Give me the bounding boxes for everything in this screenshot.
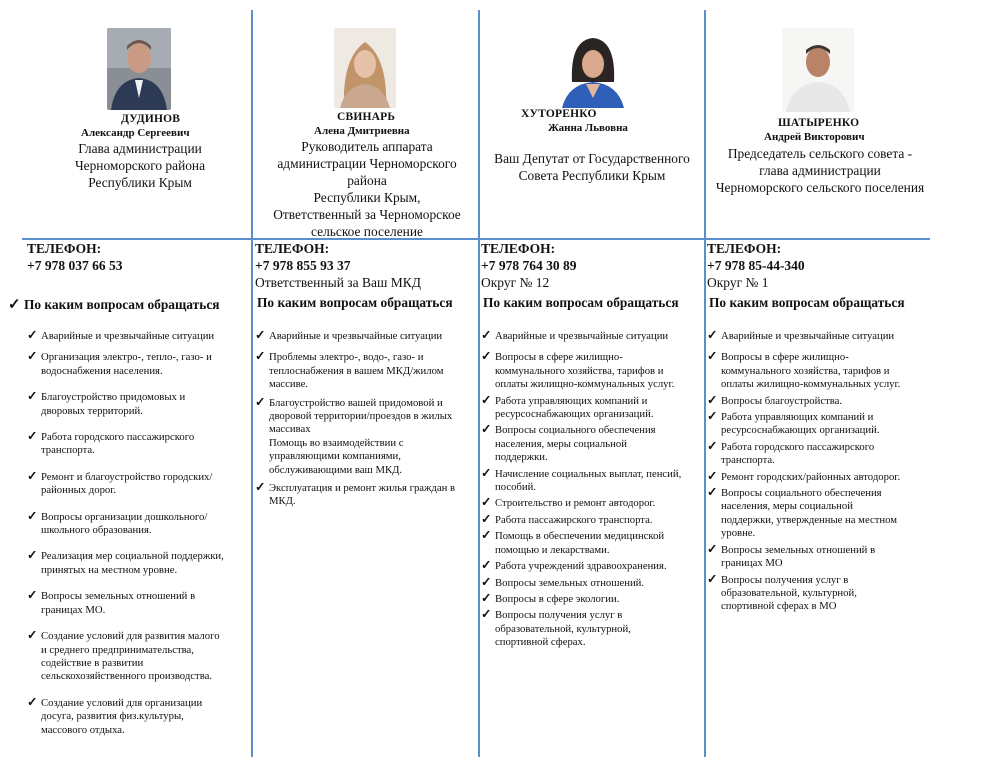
person-surname: СВИНАРЬ (337, 111, 396, 123)
person-role: Глава администрации Черноморского района Республики Крым (74, 141, 206, 190)
check-icon: ✓ (27, 389, 38, 404)
check-icon: ✓ (481, 422, 492, 437)
check-icon: ✓ (481, 465, 492, 480)
person-surname: ДУДИНОВ (121, 113, 181, 125)
check-icon: ✓ (27, 468, 38, 483)
person-role: Ваш Депутат от Государственного Совета Республики Крым (494, 151, 690, 183)
person-role: Председатель сельского совета - глава администрации Черноморского сельского поселения (715, 146, 925, 195)
check-icon: ✓ (27, 588, 38, 603)
list-item: ✓ Вопросы организации дошкольного/ школьного образования. (27, 508, 208, 537)
list-item: ✓ Работа управляющих компаний и ресурсоснабжающих организаций. (707, 409, 880, 437)
questions-heading: По каким вопросам обращаться (483, 295, 679, 310)
person-given-name: Андрей Викторович (764, 131, 865, 143)
check-icon: ✓ (707, 541, 718, 556)
check-icon: ✓ (27, 628, 38, 643)
person-given-name: Алена Дмитриевна (314, 125, 410, 137)
check-icon: ✓ (481, 574, 492, 589)
column-divider-1 (251, 10, 253, 757)
portrait-photo (107, 28, 171, 110)
check-icon: ✓ (255, 349, 266, 364)
phone-label: ТЕЛЕФОН: (707, 241, 782, 256)
questions-heading: По каким вопросам обращаться (709, 295, 905, 310)
questions-list (255, 330, 477, 509)
person-role: Руководитель аппарата администрации Черноморского района Республики Крым, Ответственный за Черноморское сельское поселение (273, 139, 461, 239)
list-item: ✓ Создание условий для организации досуга, развития физ.культуры, массового отдыха. (27, 694, 203, 736)
district-note: Округ № 1 (707, 275, 769, 290)
list-item: ✓ Вопросы в сфере экологии. (481, 590, 620, 605)
column-divider-3 (704, 10, 706, 757)
list-item: ✓ Благоустройство вашей придомовой и дворовой территории/проездов в жилых массивах Помощь во взаимодействии с управляющими компаниями, обслуживающими ваш МКД. (255, 394, 453, 476)
check-icon: ✓ (707, 468, 718, 483)
list-item: ✓ Реализация мер социальной поддержки, принятых на местном уровне. (27, 548, 224, 576)
check-icon: ✓ (27, 328, 38, 342)
phone-label: ТЕЛЕФОН: (481, 241, 556, 256)
check-icon: ✓ (27, 429, 38, 444)
list-item: ✓ Организация электро-, тепло-, газо- и водоснабжения населения. (27, 349, 212, 377)
list-item: ✓ Аварийные и чрезвычайные ситуации (707, 328, 895, 342)
check-icon: ✓ (27, 349, 38, 364)
check-icon: ✓ (707, 485, 718, 500)
list-item: ✓ Вопросы земельных отношений. (481, 574, 645, 589)
list-item: ✓ Создание условий для развития малого и среднего предпринимательства, содействие в развитии сельскохозяйственного производства. (27, 628, 220, 683)
check-icon: ✓ (707, 438, 718, 453)
check-icon: ✓ (255, 394, 266, 409)
district-note: Округ № 12 (481, 275, 550, 290)
phone-number: +7 978 764 30 89 (481, 258, 577, 273)
check-icon: ✓ (8, 297, 21, 313)
list-item: ✓ Вопросы получения услуг в образовательной, культурной, спортивной сферах. (481, 607, 631, 649)
check-icon: ✓ (481, 349, 492, 364)
list-item: ✓ Аварийные и чрезвычайные ситуации (481, 328, 669, 342)
list-item: ✓ Помощь в обеспечении медицинской помощью и лекарствами. (481, 528, 665, 556)
list-item: ✓ Строительство и ремонт автодорог. (481, 495, 656, 510)
list-item: ✓ Работа городского пассажирского транспорта. (27, 429, 195, 457)
phone-number: +7 978 037 66 53 (27, 258, 123, 273)
person-surname: ХУТОРЕНКО (521, 108, 597, 120)
check-icon: ✓ (481, 328, 492, 342)
list-item: ✓ Ремонт и благоустройство городских/ районных дорог. (27, 468, 213, 497)
list-item: ✓ Вопросы земельных отношений в границах МО (707, 541, 876, 570)
list-item: ✓ Проблемы электро-, водо-, газо- и теплоснабжения в вашем МКД/жилом массиве. (255, 349, 444, 391)
responsibility-note: Ответственный за Ваш МКД (255, 275, 421, 290)
check-icon: ✓ (707, 349, 718, 364)
phone-number: +7 978 855 93 37 (255, 258, 351, 273)
list-item: ✓ Вопросы получения услуг в образовательной, культурной, спортивной сферах в МО (707, 571, 857, 613)
check-icon: ✓ (707, 328, 718, 342)
phone-number: +7 978 85-44-340 (707, 258, 805, 273)
check-icon: ✓ (707, 392, 718, 407)
person-surname: ШАТЫРЕНКО (778, 117, 860, 129)
check-icon: ✓ (707, 409, 718, 424)
check-icon: ✓ (27, 694, 38, 709)
list-item: ✓ Работа городского пассажирского транспорта. (707, 438, 875, 467)
list-item: ✓ Благоустройство придомовых и дворовых территорий. (27, 389, 186, 417)
portrait-photo (782, 28, 854, 112)
check-icon: ✓ (27, 508, 38, 523)
person-given-name: Жанна Львовна (548, 122, 628, 134)
list-item: ✓ Работа учреждений здравоохранения. (481, 558, 667, 573)
person-given-name: Александр Сергеевич (81, 127, 190, 139)
questions-list (27, 330, 249, 737)
list-item: ✓ Вопросы в сфере жилищно- коммунального хозяйства, тарифов и оплаты жилищно-коммунальных услуг. (707, 349, 901, 391)
phone-label: ТЕЛЕФОН: (27, 241, 102, 256)
portrait-photo (558, 28, 628, 108)
portrait-photo (334, 28, 396, 108)
questions-heading: ✓ По каким вопросам обращаться (8, 297, 220, 313)
phone-label: ТЕЛЕФОН: (255, 241, 330, 256)
questions-heading: По каким вопросам обращаться (257, 295, 453, 310)
check-icon: ✓ (481, 558, 492, 573)
questions-list (707, 330, 933, 614)
header-divider (22, 238, 930, 240)
column-divider-2 (478, 10, 480, 757)
list-item: ✓ Эксплуатация и ремонт жилья граждан в МКД. (255, 480, 456, 508)
list-item: ✓ Аварийные и чрезвычайные ситуации (255, 328, 443, 342)
check-icon: ✓ (481, 511, 492, 526)
list-item: ✓ Вопросы социального обеспечения населения, меры социальной поддержки, утвержденные на местном уровне. (707, 485, 897, 540)
list-item: ✓ Аварийные и чрезвычайные ситуации (27, 328, 215, 342)
check-icon: ✓ (481, 607, 492, 622)
check-icon: ✓ (481, 528, 492, 543)
list-item: ✓ Начисление социальных выплат, пенсий, пособий. (481, 465, 682, 494)
list-item: ✓ Ремонт городских/районных автодорог. (707, 468, 901, 483)
check-icon: ✓ (481, 392, 492, 407)
check-icon: ✓ (707, 571, 718, 586)
check-icon: ✓ (481, 590, 492, 605)
list-item: ✓ Вопросы социального обеспечения населения, меры социальной поддержки. (481, 422, 656, 464)
list-item: ✓ Вопросы благоустройства. (707, 392, 843, 407)
check-icon: ✓ (255, 328, 266, 342)
questions-list (481, 330, 703, 650)
check-icon: ✓ (27, 548, 38, 563)
list-item: ✓ Работа управляющих компаний и ресурсоснабжающих организаций. (481, 392, 654, 421)
list-item: ✓ Вопросы земельных отношений в границах МО. (27, 588, 196, 616)
list-item: ✓ Работа пассажирского транспорта. (481, 511, 653, 526)
check-icon: ✓ (481, 495, 492, 510)
list-item: ✓ Вопросы в сфере жилищно- коммунального хозяйства, тарифов и оплаты жилищно-коммунальных услуг. (481, 349, 675, 391)
check-icon: ✓ (255, 480, 266, 495)
